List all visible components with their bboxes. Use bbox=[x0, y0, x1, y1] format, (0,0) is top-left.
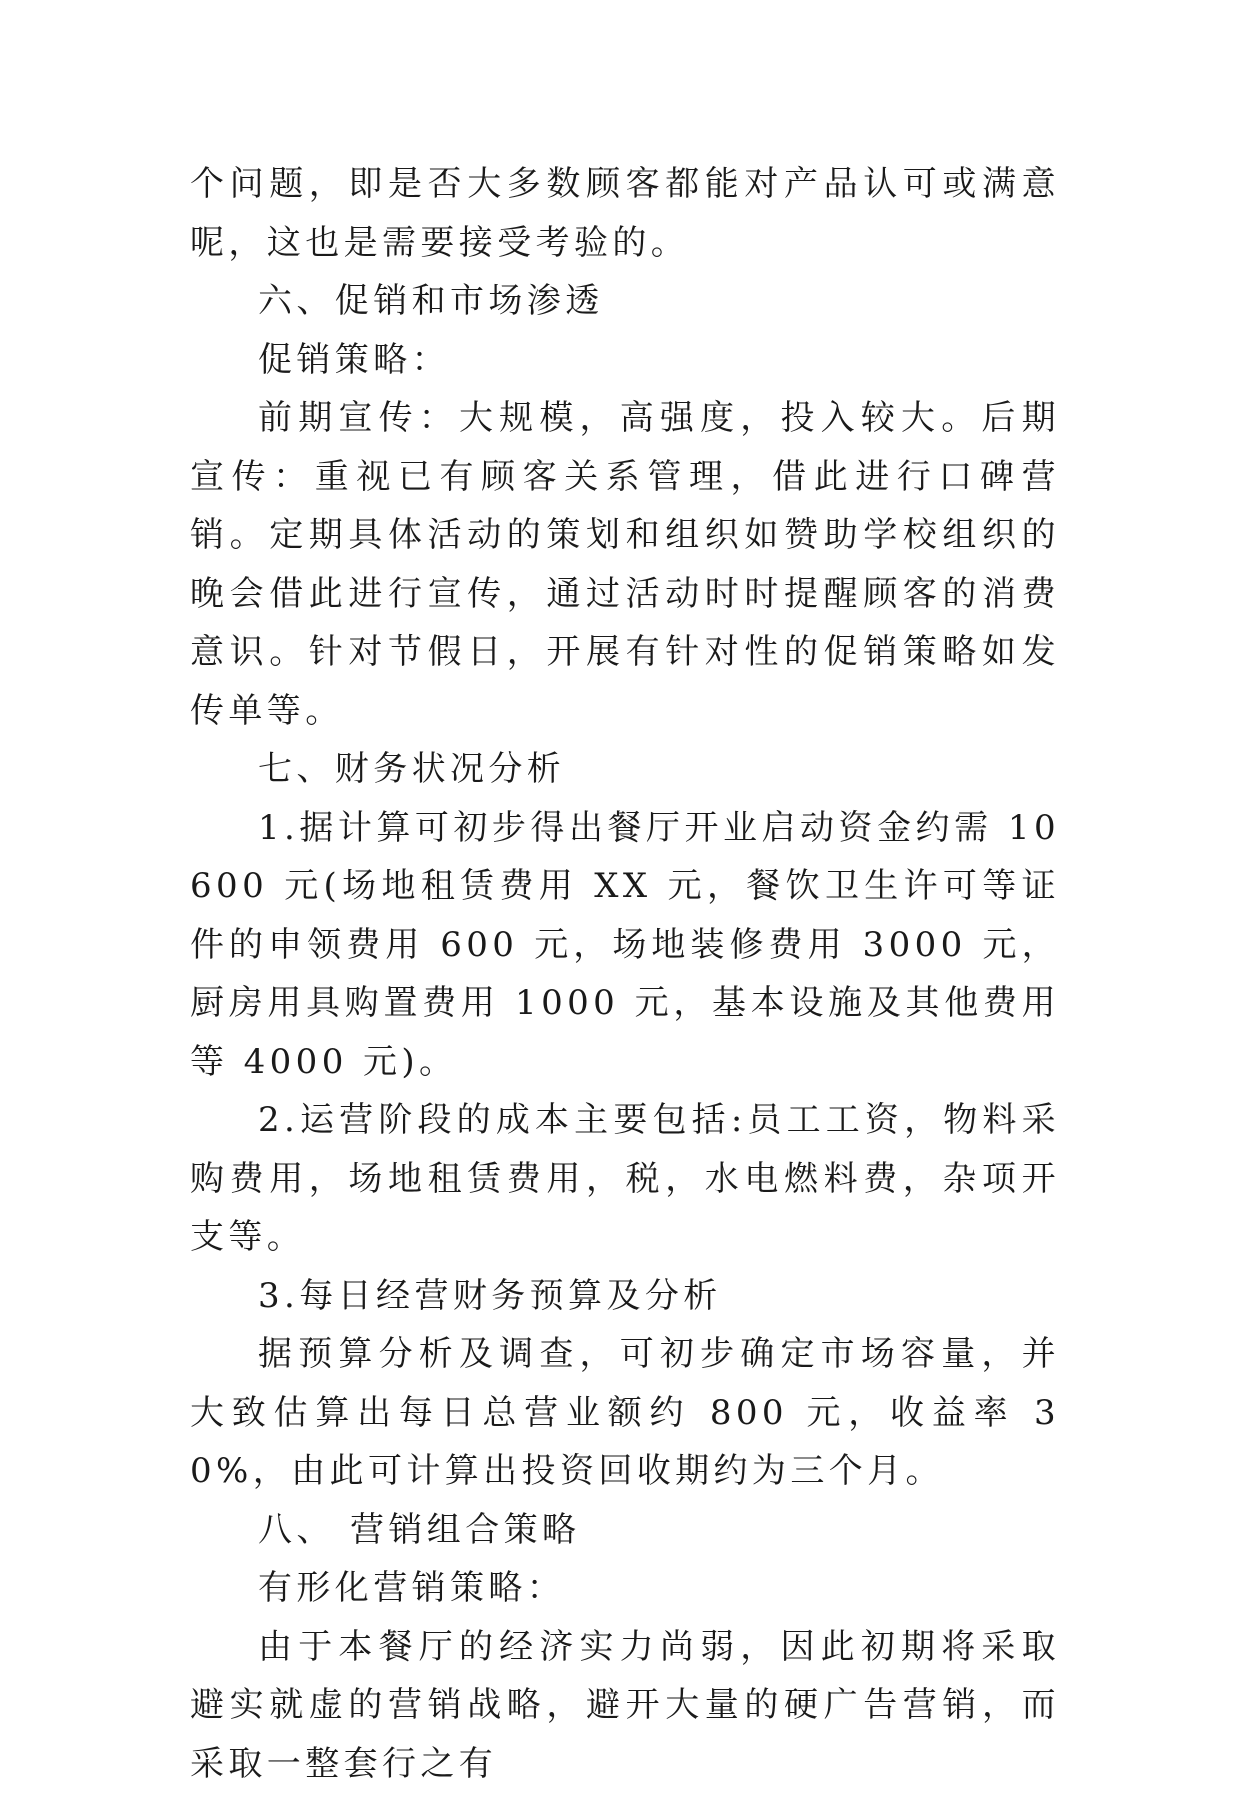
section-heading-6: 六、促销和市场渗透 bbox=[190, 272, 1060, 331]
paragraph-operating-costs: 2.运营阶段的成本主要包括:员工工资，物料采购费用，场地租赁费用，税，水电燃料费，杂项开支等。 bbox=[190, 1091, 1060, 1267]
paragraph-startup-capital: 1.据计算可初步得出餐厅开业启动资金约需 10600 元(场地租赁费用 XX 元，餐饮卫生许可等证件的申领费用 600 元，场地装修费用 3000 元，厨房用具购置费用 1000 元，基本设施及其他费用等 4000 元)。 bbox=[190, 799, 1060, 1092]
subheading-promotion-strategy: 促销策略： bbox=[190, 331, 1060, 390]
subheading-daily-budget: 3.每日经营财务预算及分析 bbox=[190, 1267, 1060, 1326]
document-body bbox=[190, 155, 1060, 1793]
section-heading-7: 七、财务状况分析 bbox=[190, 740, 1060, 799]
paragraph-budget-analysis: 据预算分析及调查，可初步确定市场容量，并大致估算出每日总营业额约 800 元，收益率 30%，由此可计算出投资回收期约为三个月。 bbox=[190, 1325, 1060, 1501]
paragraph-continuation: 个问题，即是否大多数顾客都能对产品认可或满意呢，这也是需要接受考验的。 bbox=[190, 155, 1060, 272]
section-heading-8: 八、 营销组合策略 bbox=[190, 1501, 1060, 1560]
subheading-tangible-marketing: 有形化营销策略： bbox=[190, 1559, 1060, 1618]
paragraph-promotion-details: 前期宣传：大规模，高强度，投入较大。后期宣传：重视已有顾客关系管理，借此进行口碑营销。定期具体活动的策划和组织如赞助学校组织的晚会借此进行宣传，通过活动时时提醒顾客的消费意识。针对节假日，开展有针对性的促销策略如发传单等。 bbox=[190, 389, 1060, 740]
paragraph-marketing-strategy: 由于本餐厅的经济实力尚弱，因此初期将采取避实就虚的营销战略，避开大量的硬广告营销，而采取一整套行之有 bbox=[190, 1618, 1060, 1793]
